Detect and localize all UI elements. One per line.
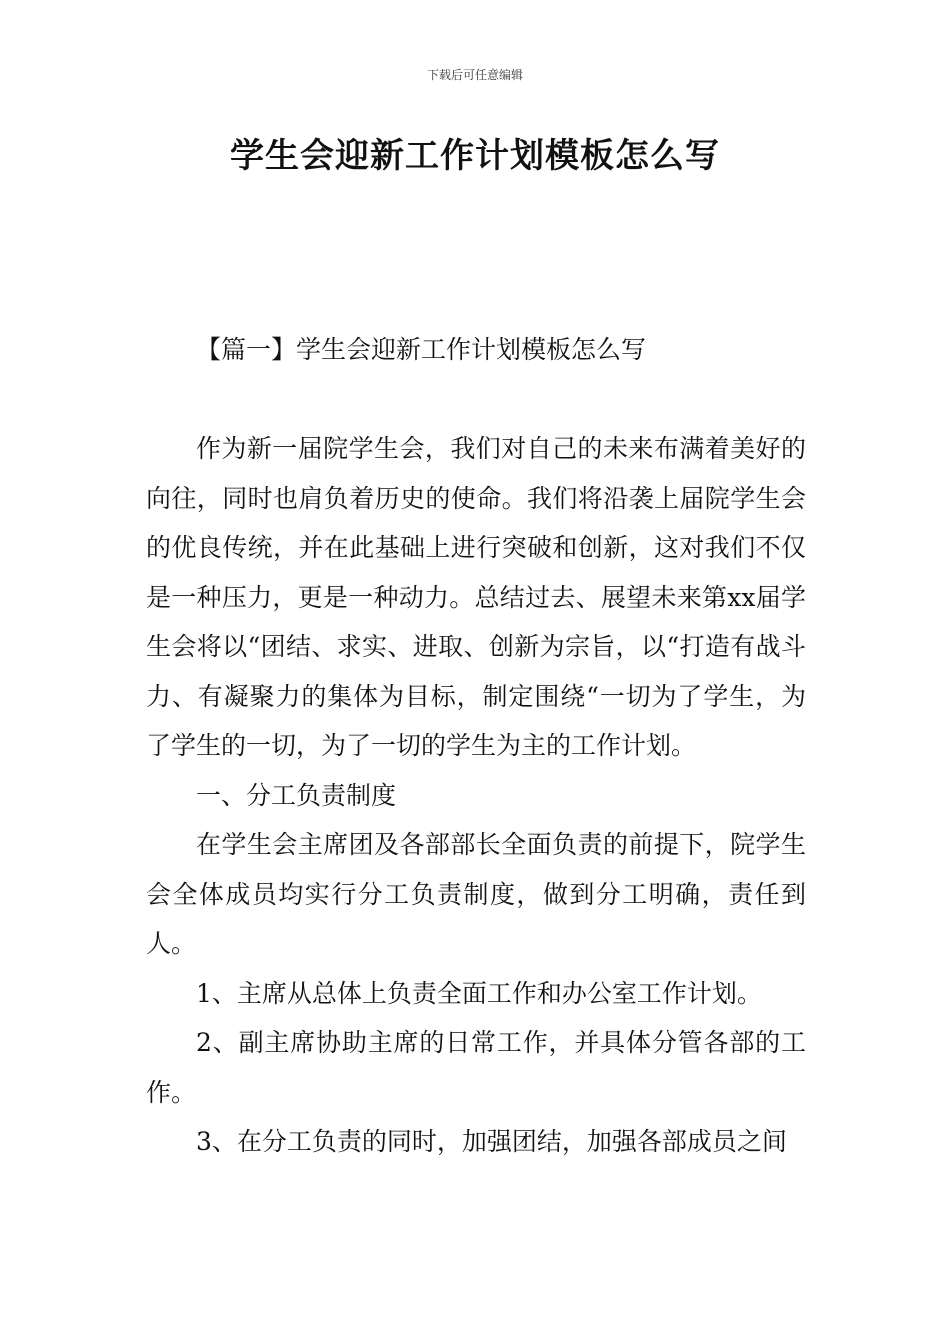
list-item-3: 3、在分工负责的同时，加强团结，加强各部成员之间 [196, 1127, 787, 1156]
subheading-division-of-labor: 一、分工负责制度 [196, 780, 397, 810]
list-item-1: 1、主席从总体上负责全面工作和办公室工作计划。 [196, 978, 762, 1008]
document-body [146, 424, 806, 1167]
list-item-2: 2、副主席协助主席的日常工作，并具体分管各部的工作。 [146, 1028, 806, 1107]
paragraph-intro: 作为新一届院学生会，我们对自己的未来布满着美好的向往，同时也肩负着历史的使命。我们将沿袭上届院学生会的优良传统，并在此基础上进行突破和创新，这对我们不仅是一种压力，更是一种动力。总结过去、展望未来第xx届学生会将以“团结、求实、进取、创新为宗旨，以“打造有战斗力、有凝聚力的集体为目标，制定围绕“一切为了学生，为了学生的一切，为了一切的学生为主的工作计划。 [146, 434, 806, 760]
header-note: 下载后可任意编辑 [426, 68, 523, 82]
paragraph-responsibility: 在学生会主席团及各部部长全面负责的前提下，院学生会全体成员均实行分工负责制度，做到分工明确，责任到人。 [146, 830, 806, 958]
document-title: 学生会迎新工作计划模板怎么写 [230, 136, 720, 176]
section-heading: 【篇一】学生会迎新工作计划模板怎么写 [196, 335, 647, 364]
